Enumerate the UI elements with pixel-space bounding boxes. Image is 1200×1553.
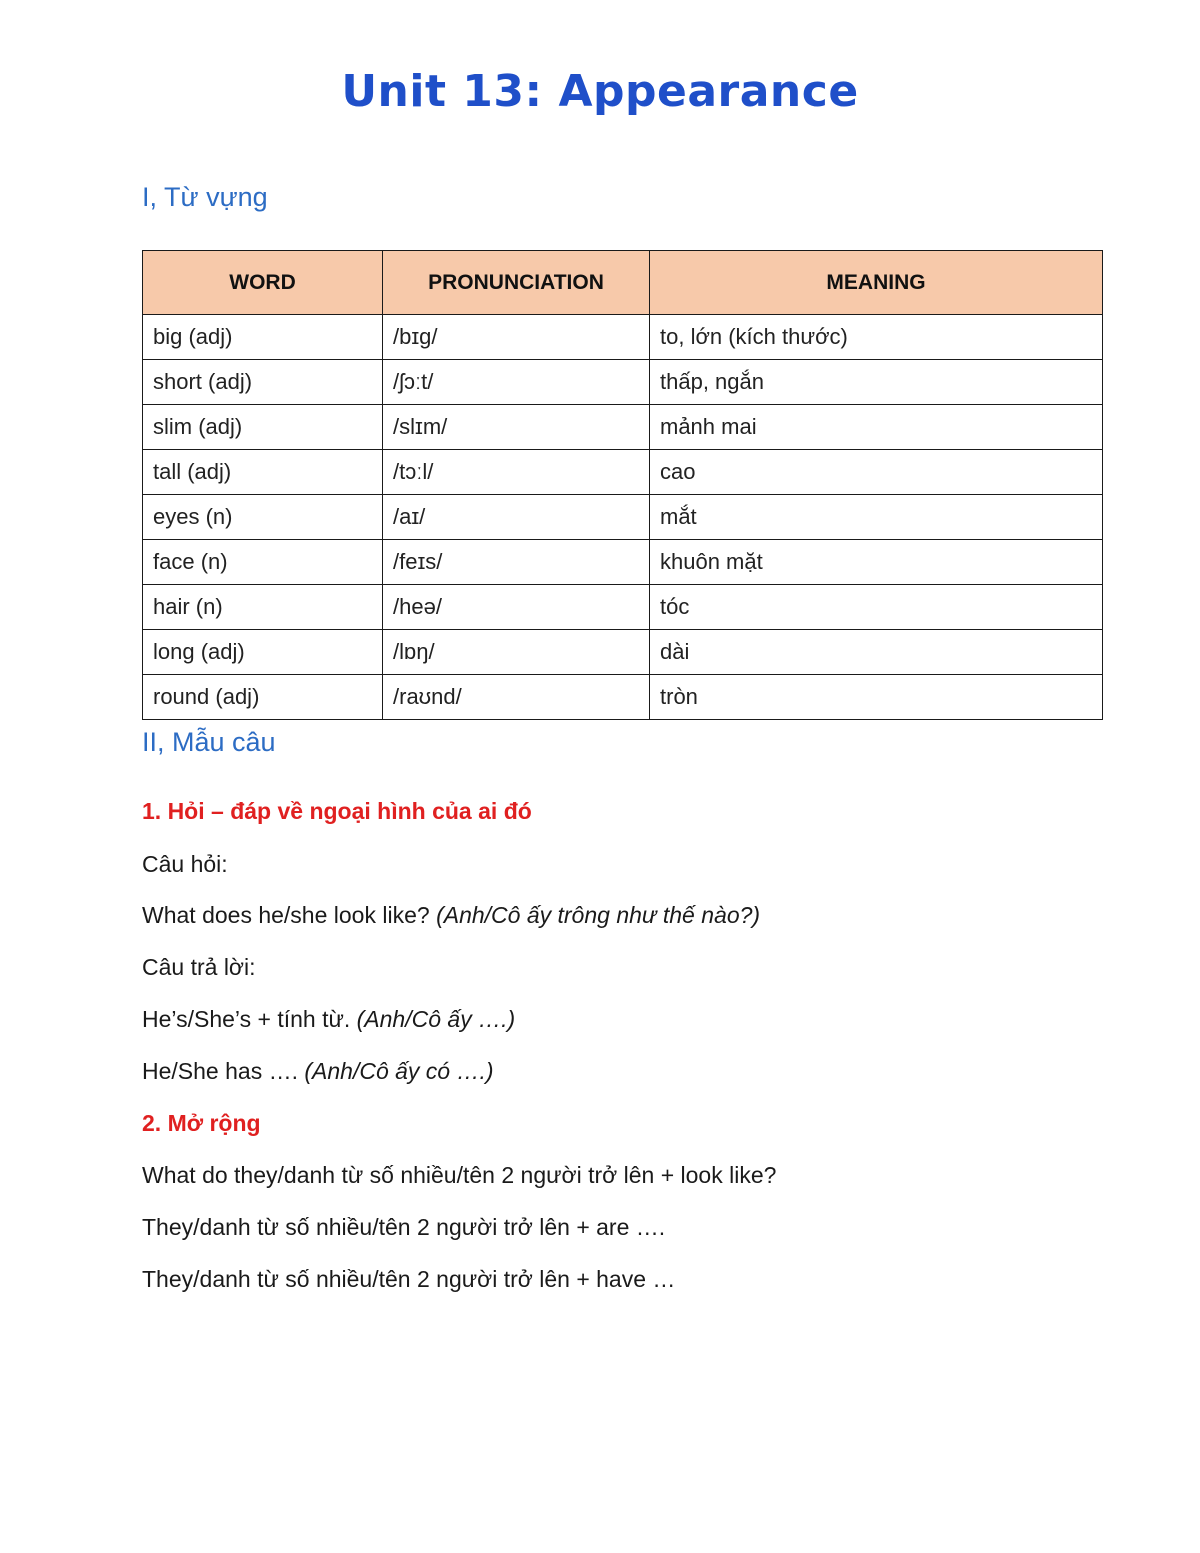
- cell-meaning: tròn: [650, 675, 1103, 720]
- cell-pronunciation: /raʊnd/: [383, 675, 650, 720]
- table-header-row: [143, 251, 1103, 315]
- subheading-extension: 2. Mở rộng: [142, 1110, 261, 1136]
- section-heading-sentence-patterns: II, Mẫu câu: [142, 727, 276, 757]
- extension-answer-have-line: They/danh từ số nhiều/tên 2 người trở lên + have …: [142, 1266, 676, 1292]
- cell-meaning: dài: [650, 630, 1103, 675]
- answer-translation: (Anh/Cô ấy có ….): [304, 1058, 494, 1084]
- cell-pronunciation: /tɔːl/: [383, 450, 650, 495]
- table-row: [143, 540, 1103, 585]
- cell-pronunciation: /slɪm/: [383, 405, 650, 450]
- answer-text: He’s/She’s + tính từ.: [142, 1006, 351, 1032]
- cell-word: long (adj): [143, 630, 383, 675]
- cell-pronunciation: /ʃɔːt/: [383, 360, 650, 405]
- cell-meaning: khuôn mặt: [650, 540, 1103, 585]
- column-header-pronunciation: PRONUNCIATION: [383, 251, 650, 315]
- cell-word: big (adj): [143, 315, 383, 360]
- answer-line-adjective: [142, 1006, 515, 1033]
- cell-meaning: mảnh mai: [650, 405, 1103, 450]
- question-line: [142, 902, 760, 929]
- table-row: [143, 585, 1103, 630]
- answer-label: Câu trả lời:: [142, 954, 256, 980]
- answer-line-has: [142, 1058, 494, 1085]
- cell-meaning: cao: [650, 450, 1103, 495]
- answer-text: He/She has ….: [142, 1058, 298, 1084]
- question-translation: (Anh/Cô ấy trông như thế nào?): [436, 902, 761, 928]
- cell-meaning: mắt: [650, 495, 1103, 540]
- table-row: [143, 315, 1103, 360]
- cell-word: slim (adj): [143, 405, 383, 450]
- extension-answer-are-line: They/danh từ số nhiều/tên 2 người trở lên + are ….: [142, 1214, 666, 1240]
- cell-pronunciation: /lɒŋ/: [383, 630, 650, 675]
- cell-word: face (n): [143, 540, 383, 585]
- column-header-meaning: MEANING: [650, 251, 1103, 315]
- question-text: What does he/she look like?: [142, 902, 430, 928]
- table-row: [143, 360, 1103, 405]
- cell-meaning: to, lớn (kích thước): [650, 315, 1103, 360]
- cell-meaning: thấp, ngắn: [650, 360, 1103, 405]
- cell-pronunciation: /heə/: [383, 585, 650, 630]
- table-row: [143, 675, 1103, 720]
- table-row: [143, 495, 1103, 540]
- cell-pronunciation: /feɪs/: [383, 540, 650, 585]
- table-row: [143, 405, 1103, 450]
- cell-pronunciation: /bɪg/: [383, 315, 650, 360]
- cell-word: tall (adj): [143, 450, 383, 495]
- subheading-ask-answer-appearance: 1. Hỏi – đáp về ngoại hình của ai đó: [142, 798, 532, 824]
- cell-word: hair (n): [143, 585, 383, 630]
- section-heading-vocabulary: I, Từ vựng: [142, 182, 268, 212]
- column-header-word: WORD: [143, 251, 383, 315]
- cell-word: eyes (n): [143, 495, 383, 540]
- cell-meaning: tóc: [650, 585, 1103, 630]
- cell-word: short (adj): [143, 360, 383, 405]
- page-title: Unit 13: Appearance: [341, 66, 859, 117]
- cell-word: round (adj): [143, 675, 383, 720]
- question-label: Câu hỏi:: [142, 851, 228, 877]
- table-row: [143, 630, 1103, 675]
- extension-question-line: What do they/danh từ số nhiều/tên 2 người trở lên + look like?: [142, 1162, 777, 1188]
- answer-translation: (Anh/Cô ấy ….): [356, 1006, 516, 1032]
- cell-pronunciation: /aɪ/: [383, 495, 650, 540]
- vocabulary-table: [142, 250, 1103, 720]
- table-row: [143, 450, 1103, 495]
